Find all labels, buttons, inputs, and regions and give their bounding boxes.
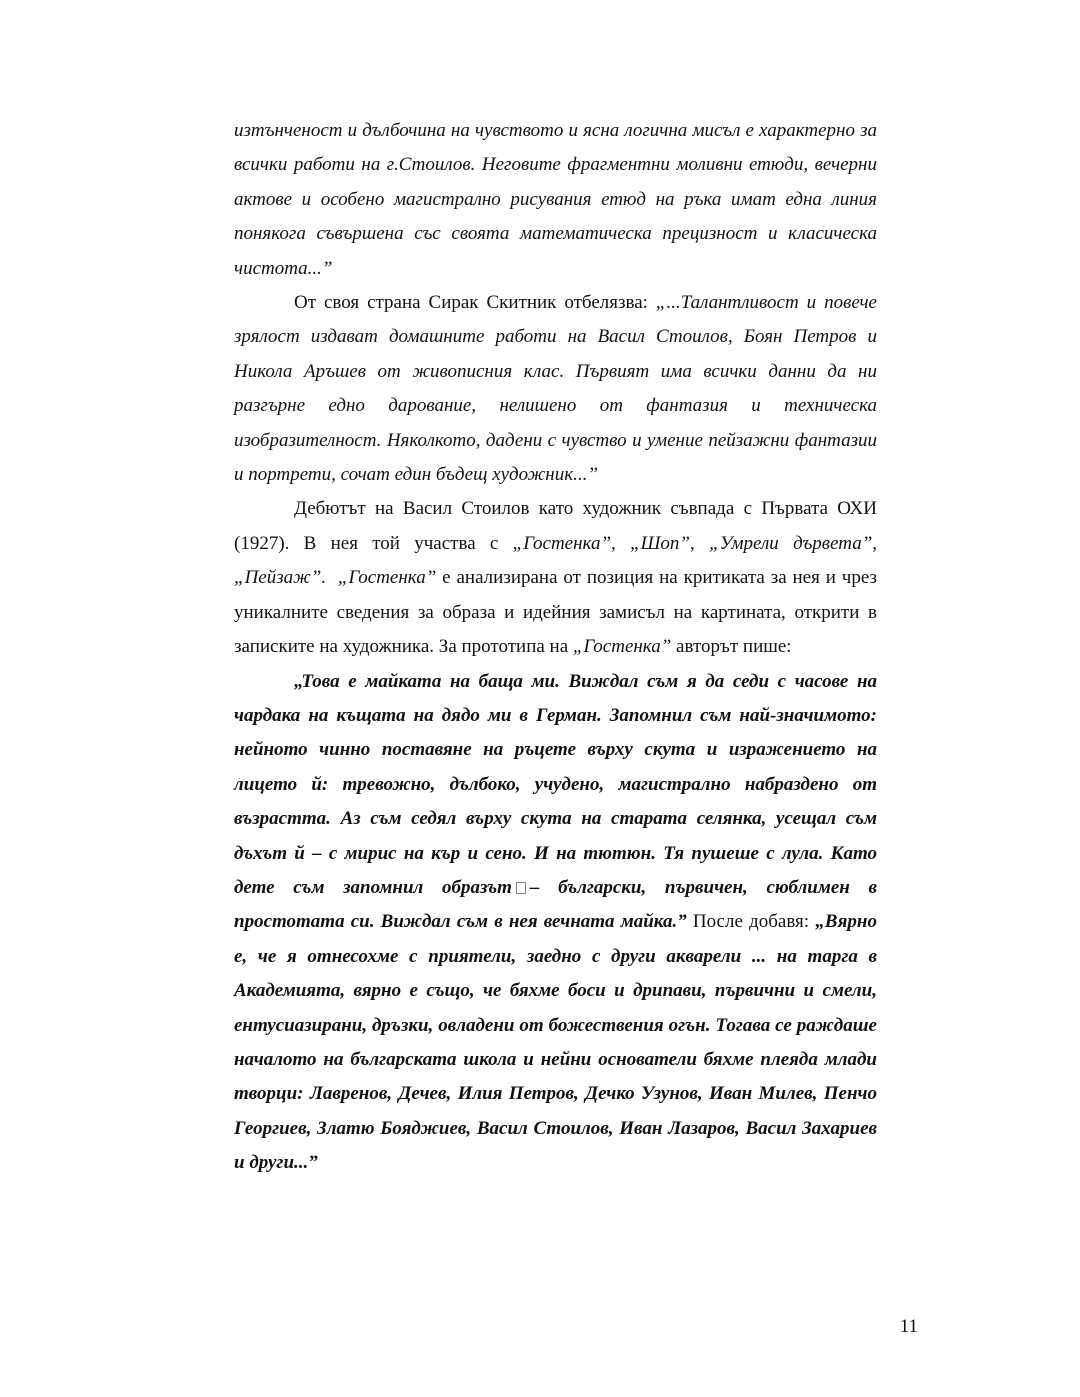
page-number: 11: [899, 1316, 918, 1337]
quote-text: изтънченост и дълбочина на чувството и ясна логична мисъл е характерно за всички работи на г.Стоилов. Неговите фрагментни моливни етюди, вечерни актове и особено магистрално рисувания етюд на ръка имат една линия понякога съвършена със своята математическа прецизност и класическа чистота...”: [234, 120, 877, 279]
document-body: [234, 114, 877, 1181]
body-text: Дебютът на Васил Стоилов като художник съвпада с Първата ОХИ (1927). В нея той участва с: [234, 498, 877, 554]
work-title: „Гостенка”: [512, 532, 612, 554]
quote-text: „Това е майката на баща ми. Виждал съм я да седи с часове на чардака на къщата на дядо ми в Герман. Запомнил съм най-значимото: нейното чинно поставяне на ръцете върху скута и изражението на лицето й: тревожно, дълбоко, учудено, магистрално набраздено от възрастта. Аз съм седял върху скута на старата селянка, усещал съм дъхът й – с мирис на кър и сено. И на тютюн. Тя пушеше с лула. Като дете съм запомнил образът: [234, 670, 877, 898]
separator: [326, 567, 338, 588]
separator: ,: [690, 532, 710, 554]
quote-text: „...Талантливост и повече зрялост издават домашните работи на Васил Стоилов, Боян Петров и Никола Аръшев от живописния клас. Първият има всички данни да ни разгърне едно дарование, нелишено от фантазия и техническа изобразителност. Няколкото, дадени с чувство и умение пейзажни фантазии и портрети, сочат един бъдещ художник...”: [234, 292, 877, 486]
work-title: „Гостенка”: [572, 636, 672, 658]
separator: ,: [872, 532, 878, 554]
missing-glyph-icon: [516, 882, 526, 894]
paragraph-artist-quote: [234, 665, 877, 1181]
paragraph-quote-continuation: [234, 114, 877, 286]
quote-text: – български, първичен, сюблимен в простотата си. Виждал съм в нея вечната майка.”: [234, 876, 877, 933]
intro-text: От своя страна Сирак Скитник отбелязва:: [294, 292, 656, 314]
quote-text: „Вярно е, че я отнесохме с приятели, заедно с други акварели ... на тарга в Академията, вярно е също, че бяхме боси и дрипави, първични и смели, ентусиазирани, дръзки, овладени от божествения огън. Тогава се раждаше началото на българската школа и нейни основатели бяхме плеяда млади творци: Лавренов, Дечев, Илия Петров, Дечко Узунов, Иван Милев, Пенчо Георгиев, Златю Бояджиев, Васил Стоилов, Иван Лазаров, Васил Захариев и други...”: [234, 911, 877, 1174]
paragraph-debut: [234, 492, 877, 664]
work-title: „Шоп”: [630, 532, 690, 554]
work-title: „Пейзаж”.: [234, 567, 327, 589]
work-title: „Умрели дървета”: [709, 532, 873, 554]
body-text: авторът пише:: [671, 636, 792, 658]
paragraph-sirak-skitnik: [234, 286, 877, 492]
separator: ,: [611, 532, 631, 554]
work-title: „Гостенка”: [337, 567, 437, 589]
body-text: е анализирана от позиция на критиката за нея и чрез уникалните сведения за образа и идейния замисъл на картината, открити в записките на художника. За прототипа на: [234, 567, 878, 658]
body-text: После добавя:: [686, 911, 816, 933]
